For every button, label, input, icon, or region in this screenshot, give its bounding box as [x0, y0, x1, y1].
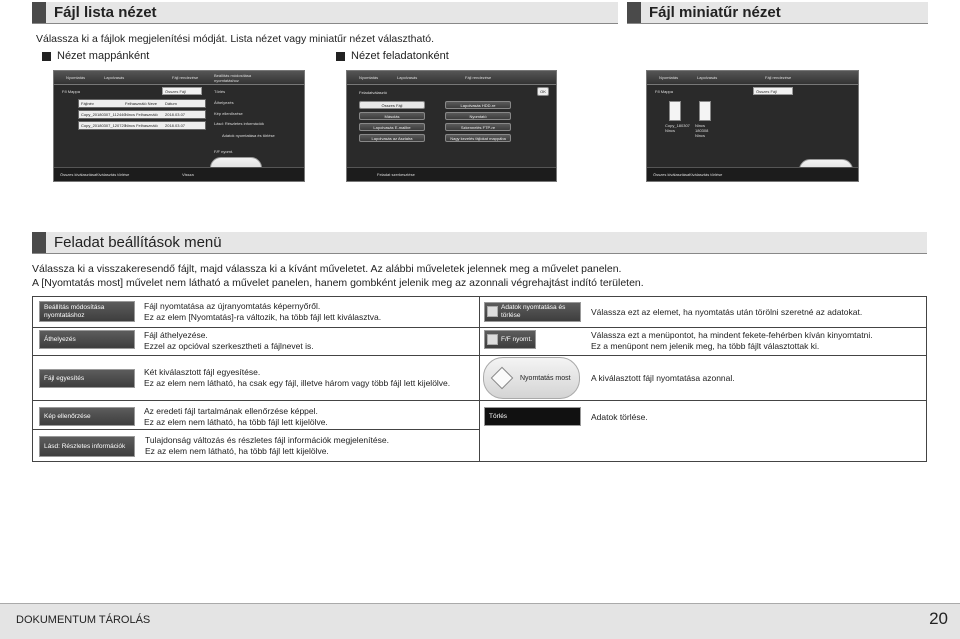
op-description: Fájl nyomtatása az újranyomtatás képernyőről. [144, 301, 321, 311]
col-file-header: Fájlnév [81, 101, 94, 106]
folder-label: Fő Mappa [62, 89, 81, 94]
menu-item[interactable]: Törlés [214, 89, 226, 94]
description-line: Válassza ki a visszakeresendő fájlt, majd válassza ki a kívánt műveletet. Az alábbi műveletek jelennek meg a művelet panelen. [32, 263, 622, 275]
view-label-folder [42, 50, 149, 62]
screen-top-bar [647, 71, 858, 85]
job-button[interactable]: Másolás [359, 112, 425, 120]
op-description: Tulajdonság változás és részletes fájl információk megjelenítése. [145, 435, 389, 445]
section-title: Fájl miniatűr nézet [649, 4, 781, 21]
op-check-image-button[interactable]: Kép ellenőrzése [39, 407, 135, 426]
op-merge-files-button[interactable]: Fájl egyesítés [39, 369, 135, 388]
folder-label: Fő Mappa [655, 89, 674, 94]
cell-file: Copy_20180307_120720 [81, 123, 126, 128]
section-marker [32, 2, 46, 23]
table-divider [479, 327, 926, 328]
sort-field[interactable]: Összes Fájl [753, 87, 793, 95]
op-description: Két kiválasztott fájl egyesítése. [144, 367, 261, 377]
table-divider [479, 297, 480, 461]
job-button[interactable]: Lapolvasás HDD-re [445, 101, 511, 109]
op-description: Adatok törlése. [591, 412, 648, 422]
table-row[interactable] [78, 110, 206, 119]
op-description: Ez az elem nem látható, ha csak egy fájl, illetve három vagy több fájl lett kijelölve. [144, 378, 451, 388]
tab-scan[interactable]: Lapolvasás [697, 75, 718, 80]
op-description: Az eredeti fájl tartalmának ellenőrzése képpel. [144, 406, 318, 416]
tab-scan[interactable]: Lapolvasás [397, 75, 418, 80]
op-print-and-delete-button[interactable]: Adatok nyomtatása és törlése [484, 302, 581, 322]
op-delete-button[interactable]: Törlés [484, 407, 581, 426]
section-header-file-list [32, 2, 618, 24]
menu-item[interactable]: Adatok nyomtatása és törlése [222, 133, 275, 138]
op-description: Ez az elem nem látható, ha több fájl lett kijelölve. [144, 417, 328, 427]
ok-button[interactable]: OK [537, 87, 549, 96]
col-date-header: Dátum [165, 101, 177, 106]
job-button[interactable]: Lapolvasás az Asztalra [359, 134, 425, 142]
job-button[interactable]: Összes Fájl [359, 101, 425, 109]
tab-print[interactable]: Nyomtatás [66, 75, 86, 80]
cell-date: 2018.03.07 [165, 112, 186, 117]
op-move-button[interactable]: Áthelyezés [39, 330, 135, 349]
section-title: Fájl lista nézet [54, 4, 157, 21]
cell-file: Copy_20180307_112446 [81, 112, 126, 117]
op-description: Válassza ezt az elemet, ha nyomtatás után törölni szeretné az adatokat. [591, 307, 863, 317]
view-label-job [336, 50, 449, 62]
print-now-label: Nyomtatás most [520, 374, 571, 382]
view-label-text: Nézet mappánként [57, 50, 150, 62]
op-description: Válassza ezt a menüpontot, ha mindent fekete-fehérben kíván kinyomtatni. [591, 330, 873, 340]
menu-item[interactable]: Áthelyezés [214, 100, 234, 105]
screenshot-thumbnail-view [646, 70, 859, 182]
select-all-button[interactable]: Összes kiválasztása [60, 172, 97, 177]
screenshot-job-view [346, 70, 557, 182]
table-divider [33, 327, 479, 328]
table-divider [33, 355, 926, 356]
description-line: A [Nyomtatás most] művelet nem látható a művelet panelen, hanem gombként jelenik meg az azonnali végrehajtást indító területen. [32, 277, 644, 289]
cell-user: Nincs Felhasználó [125, 123, 158, 128]
screenshot-list-view [53, 70, 305, 182]
job-button[interactable]: Nagy kezelés fájlokat mappába [445, 134, 511, 142]
section-header-job-settings [32, 232, 927, 254]
view-label-text: Nézet feladatonként [351, 50, 449, 62]
op-description: Ez a menüpont nem jelenik meg, ha több fájlt választottak ki. [591, 341, 820, 351]
page-footer [0, 603, 960, 639]
checkbox-icon [487, 334, 498, 345]
op-description: A kiválasztott fájl nyomtatása azonnal. [591, 373, 735, 383]
op-description: Ez az elem nem látható, ha több fájl lett kijelölve. [145, 446, 329, 456]
cell-user: Nincs Felhasználó [125, 112, 158, 117]
clear-selection-button[interactable]: Kiválasztás törlése [96, 172, 130, 177]
start-diamond-icon [491, 367, 514, 390]
table-row[interactable] [78, 121, 206, 130]
section-title: Feladat beállítások menü [54, 234, 222, 251]
tab-scan[interactable]: Lapolvasás [104, 75, 125, 80]
col-user-header: Felhasználó Neve [125, 101, 158, 106]
thumbnail[interactable] [669, 101, 681, 121]
tab-print[interactable]: Nyomtatás [659, 75, 679, 80]
tab-file-sort[interactable]: Fájl rendezése [765, 75, 792, 80]
bullet-square-icon [42, 52, 51, 61]
op-bw-print-button[interactable]: F/F nyomt. [484, 330, 536, 349]
bullet-square-icon [336, 52, 345, 61]
section-marker [627, 2, 641, 23]
menu-item[interactable]: F/F nyomt. [214, 149, 234, 154]
screen-top-bar [347, 71, 556, 85]
menu-item[interactable]: Kép ellenőrzése [214, 111, 243, 116]
table-divider [33, 400, 926, 401]
edit-job-button[interactable]: Feladat szerkesztése [377, 172, 415, 177]
table-header [78, 99, 206, 108]
op-print-now-button[interactable] [483, 357, 580, 399]
table-divider [33, 429, 479, 430]
job-button[interactable]: Nyomtató [445, 112, 511, 120]
menu-item[interactable]: Lásd: Részletes információk [214, 121, 265, 126]
tab-file-sort[interactable]: Fájl rendezése [465, 75, 492, 80]
sort-field[interactable]: Összes Fájl [162, 87, 202, 95]
job-selector-header: Feladatválasztó [359, 90, 388, 95]
thumbnail-caption: Nincs 180308 Nincs [695, 123, 709, 138]
tab-print[interactable]: Nyomtatás [359, 75, 379, 80]
side-panel-title: Beállítás módosítása nyomtatáshoz [214, 73, 252, 83]
thumbnail-caption: Copy_180307 Nincs [665, 123, 690, 133]
op-description: Ezzel az opcióval szerkesztheti a fájlnevet is. [144, 341, 314, 351]
footer-label: DOKUMENTUM TÁROLÁS [16, 614, 151, 626]
clear-selection-button[interactable]: Kiválasztás törlése [689, 172, 723, 177]
intro-text: Válassza ki a fájlok megjelenítési módját. Lista nézet vagy miniatűr nézet választható. [36, 33, 435, 45]
op-description: Fájl áthelyezése. [144, 330, 208, 340]
tab-file-sort[interactable]: Fájl rendezése [172, 75, 199, 80]
section-marker [32, 232, 46, 253]
job-button[interactable]: Lapolvasás E-mailbe [359, 123, 425, 131]
select-all-button[interactable]: Összes kiválasztása [653, 172, 690, 177]
thumbnail[interactable] [699, 101, 711, 121]
section-header-thumbnail [627, 2, 928, 24]
page-number: 20 [929, 609, 948, 628]
op-description: Ez az elem [Nyomtatás]-ra változik, ha több fájl lett kiválasztva. [144, 312, 382, 322]
checkbox-icon [487, 306, 498, 317]
op-change-print-settings-button[interactable]: Beállítás módosítása nyomtatáshoz [39, 301, 135, 322]
op-details-button[interactable]: Lásd: Részletes információk [39, 436, 135, 457]
cell-date: 2018.03.07 [165, 123, 186, 128]
job-button[interactable]: Szkennelés FTP-re [445, 123, 511, 131]
back-button[interactable]: Vissza [182, 172, 194, 177]
